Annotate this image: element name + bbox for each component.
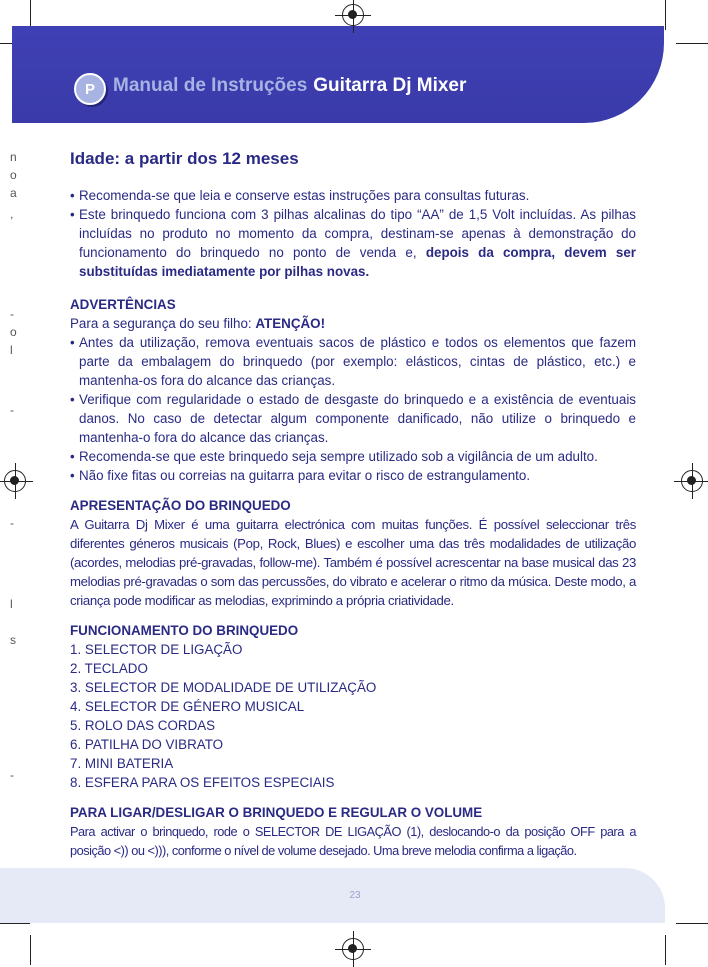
list-item: 3. SELECTOR DE MODALIDADE DE UTILIZAÇÃO xyxy=(70,680,377,695)
language-badge: P xyxy=(74,73,106,105)
presentation-section xyxy=(70,496,636,610)
margin-fragment: - xyxy=(10,768,14,782)
crop-mark xyxy=(30,935,31,965)
header-title xyxy=(113,75,466,97)
registration-mark-icon xyxy=(342,938,364,960)
crop-mark xyxy=(676,923,708,924)
margin-fragment: n xyxy=(10,150,17,164)
intro-list xyxy=(70,186,636,281)
crop-mark xyxy=(676,43,708,44)
manual-label: Manual de Instruções xyxy=(113,75,308,96)
list-item: 6. PATILHA DO VIBRATO xyxy=(70,737,224,752)
page-content xyxy=(70,148,636,860)
margin-fragment: - xyxy=(10,403,14,417)
list-item: • Não fixe fitas ou correias na guitarra para evitar o risco de estrangulamento. xyxy=(70,466,636,485)
crop-mark xyxy=(0,923,30,924)
warnings-lead-text: Para a segurança do seu filho: xyxy=(70,316,252,331)
power-title: PARA LIGAR/DESLIGAR O BRINQUEDO E REGULAR O VOLUME xyxy=(70,805,483,820)
parts-list xyxy=(70,640,636,792)
margin-fragment: l xyxy=(10,597,13,611)
registration-mark-icon xyxy=(4,470,26,492)
list-item: 1. SELECTOR DE LIGAÇÃO xyxy=(70,642,243,657)
list-item xyxy=(70,205,636,281)
margin-fragment: - xyxy=(10,516,14,530)
margin-fragment: - xyxy=(10,307,14,321)
footer-band xyxy=(0,868,665,923)
attention-label: ATENÇÃO! xyxy=(255,316,326,331)
warnings-lead xyxy=(70,314,636,333)
list-item: 4. SELECTOR DE GÉNERO MUSICAL xyxy=(70,699,305,714)
warnings-section xyxy=(70,295,636,485)
warnings-title: ADVERTÊNCIAS xyxy=(70,297,176,312)
list-item: 8. ESFERA PARA OS EFEITOS ESPECIAIS xyxy=(70,775,335,790)
list-item: 2. TECLADO xyxy=(70,661,148,676)
list-item: • Antes da utilização, remova eventuais sacos de plástico e todos os elementos que fazem parte da embalagem do brinquedo (por exemplo: elásticos, cintas de plástico, etc.) e mantenha-os fora do alcance das crianças. xyxy=(70,333,636,390)
list-item: • Recomenda-se que este brinquedo seja sempre utilizado sob a vigilância de um adulto. xyxy=(70,447,636,466)
list-item: • Recomenda-se que leia e conserve estas instruções para consultas futuras. xyxy=(70,186,636,205)
warnings-list xyxy=(70,333,636,485)
list-item: 5. ROLO DAS CORDAS xyxy=(70,718,216,733)
power-text: Para activar o brinquedo, rode o SELECTOR DE LIGAÇÃO (1), deslocando-o da posição OFF para a posição <)) ou <))), conforme o nível de volume desejado. Uma breve melodia confirma a ligação. xyxy=(70,824,636,858)
margin-fragment: o xyxy=(10,168,17,182)
registration-mark-icon xyxy=(342,4,364,26)
registration-mark-icon xyxy=(681,470,703,492)
product-name: Guitarra Dj Mixer xyxy=(313,75,467,96)
presentation-text: A Guitarra Dj Mixer é uma guitarra electrónica com muitas funções. É possível seleccionar três diferentes géneros musicais (Pop, Rock, Blues) e escolher uma das três modalidades de utilização (acordes, melodias pré-gravadas, follow-me). Também é possível acrescentar na base musical das 23 melodias pré-gravadas o som das percussões, do vibrato e acelerar o ritmo da música. Deste modo, a criança pode modificar as melodias, exprimindo a própria criatividade. xyxy=(70,517,636,608)
battery-warning: depois da compra, devem ser substituídas imediatamente por pilhas novas. xyxy=(79,245,636,279)
list-item: • Verifique com regularidade o estado de desgaste do brinquedo e a existência de eventuais danos. No caso de detectar algum componente danificado, não utilize o brinquedo e mantenha-o fora do alcance das crianças. xyxy=(70,390,636,447)
crop-mark xyxy=(665,0,666,30)
page-number: 23 xyxy=(349,890,361,901)
presentation-title: APRESENTAÇÃO DO BRINQUEDO xyxy=(70,498,291,513)
margin-fragment: , xyxy=(10,207,14,221)
operation-title: FUNCIONAMENTO DO BRINQUEDO xyxy=(70,623,299,638)
age-heading: Idade: a partir dos 12 meses xyxy=(70,149,299,168)
margin-fragment: o xyxy=(10,325,17,339)
margin-fragment: l xyxy=(10,343,13,357)
margin-fragment: a xyxy=(10,186,17,200)
crop-mark xyxy=(665,935,666,965)
operation-section xyxy=(70,621,636,792)
list-item-text: Este brinquedo funciona com 3 pilhas alcalinas do tipo “AA” de 1,5 Volt incluídas. As pilhas incluídas no produto no momento da compra, destinam-se apenas à demonstração do funcionamento do brinquedo no ponto de venda e, xyxy=(79,207,636,260)
power-section xyxy=(70,803,636,860)
list-item: 7. MINI BATERIA xyxy=(70,756,174,771)
margin-fragment: s xyxy=(10,633,16,647)
